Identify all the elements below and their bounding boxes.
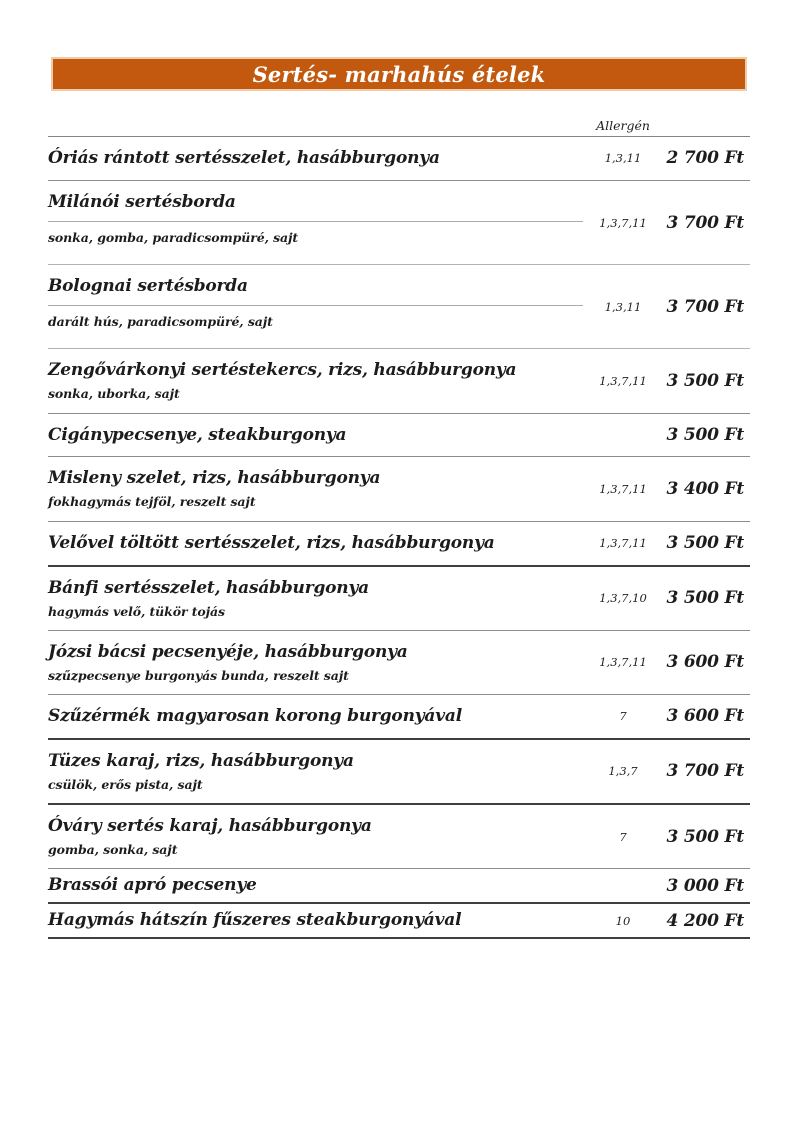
dish-price: 3 500 Ft — [666, 370, 744, 391]
dish-name: Milánói sertésborda — [48, 191, 583, 222]
dish-cell — [48, 414, 583, 457]
dish-price: 3 500 Ft — [666, 424, 744, 445]
dish-price: 3 700 Ft — [666, 212, 744, 233]
dish-description: csülök, erős pista, sajt — [48, 776, 203, 792]
dish-cell — [48, 567, 583, 630]
menu-item-row — [48, 904, 750, 939]
dish-cell — [48, 631, 583, 694]
menu-item-row — [48, 567, 750, 631]
allergen-numbers: 1,3,7,11 — [599, 655, 647, 670]
dish-name: Óriás rántott sertésszelet, hasábburgonya — [48, 148, 440, 168]
dish-cell — [48, 457, 583, 520]
dish-name: Bolognai sertésborda — [48, 275, 583, 306]
dish-price: 3 500 Ft — [666, 533, 744, 554]
menu-table — [48, 110, 750, 939]
dish-name: Velővel töltött sertésszelet, rizs, hasábburgonya — [48, 532, 495, 553]
dish-cell — [48, 904, 583, 937]
dish-price: 3 000 Ft — [666, 875, 744, 896]
dish-name: Józsi bácsi pecsenyéje, hasábburgonya — [48, 641, 408, 662]
menu-item-row — [48, 805, 750, 869]
menu-item-row — [48, 137, 750, 181]
dish-name: Bánfi sertésszelet, hasábburgonya — [48, 577, 369, 598]
menu-item-row — [48, 181, 750, 265]
menu-item-row — [48, 457, 750, 521]
dish-price: 3 700 Ft — [666, 761, 744, 782]
dish-name: Misleny szelet, rizs, hasábburgonya — [48, 468, 381, 489]
allergen-numbers: 1,3,7,11 — [599, 215, 647, 230]
menu-item-row — [48, 414, 750, 458]
menu-item-row — [48, 631, 750, 695]
dish-name: Zengővárkonyi sertéstekercs, rizs, hasábburgonya — [48, 360, 517, 381]
menu-item-row — [48, 869, 750, 904]
dish-name: Szűzérmék magyarosan korong burgonyával — [48, 705, 462, 726]
table-header-row — [48, 110, 750, 137]
dish-name: Óváry sertés karaj, hasábburgonya — [48, 816, 372, 837]
dish-price: 3 600 Ft — [666, 652, 744, 673]
dish-name: Brassói apró pecsenye — [48, 875, 257, 896]
dish-description: sonka, uborka, sajt — [48, 386, 180, 402]
allergen-numbers: 1,3,7,11 — [599, 482, 647, 497]
allergen-numbers: 7 — [619, 709, 627, 724]
allergen-numbers: 1,3,11 — [604, 151, 642, 166]
dish-description: hagymás velő, tükör tojás — [48, 603, 225, 619]
dish-cell — [48, 522, 583, 565]
allergen-numbers: 1,3,7 — [608, 764, 638, 779]
dish-cell — [48, 695, 583, 738]
menu-item-row — [48, 695, 750, 740]
dish-cell — [48, 181, 583, 264]
allergen-numbers: 10 — [615, 913, 631, 928]
dish-price: 3 500 Ft — [666, 588, 744, 609]
menu-item-row — [48, 349, 750, 413]
dish-description: gomba, sonka, sajt — [48, 842, 178, 857]
dish-cell — [48, 137, 583, 180]
allergen-numbers: 1,3,7,11 — [599, 373, 647, 388]
dish-name: Cigánypecsenye, steakburgonya — [48, 424, 347, 445]
menu-item-row — [48, 265, 750, 349]
menu-rows — [48, 137, 750, 939]
dish-description: fokhagymás tejföl, reszelt sajt — [48, 494, 256, 510]
menu-item-row — [48, 740, 750, 805]
allergen-numbers: 1,3,11 — [604, 299, 642, 314]
dish-price: 3 600 Ft — [666, 706, 744, 727]
dish-name: Tüzes karaj, rizs, hasábburgonya — [48, 750, 354, 771]
dish-price: 3 700 Ft — [666, 296, 744, 317]
dish-description: szűzpecsenye burgonyás bunda, reszelt sajt — [48, 667, 349, 683]
menu-section-title: Sertés- marhahús ételek — [252, 61, 546, 87]
dish-name: Hagymás hátszín fűszeres steakburgonyával — [48, 910, 462, 931]
allergen-column-header: Allergén — [596, 118, 650, 133]
dish-cell — [48, 349, 583, 412]
dish-price: 3 500 Ft — [666, 826, 744, 847]
dish-price: 2 700 Ft — [666, 148, 744, 169]
allergen-numbers: 1,3,7,10 — [599, 591, 647, 606]
menu-item-row — [48, 522, 750, 567]
dish-price: 3 400 Ft — [666, 479, 744, 500]
menu-section-header-bar — [51, 57, 747, 91]
dish-description: darált hús, paradicsompüré, sajt — [48, 314, 273, 330]
dish-description: sonka, gomba, paradicsompüré, sajt — [48, 229, 299, 245]
dish-price: 4 200 Ft — [666, 910, 744, 931]
dish-column-header — [48, 116, 583, 136]
dish-cell — [48, 805, 583, 868]
allergen-numbers: 1,3,7,11 — [599, 536, 647, 551]
allergen-numbers: 7 — [619, 829, 627, 844]
dish-cell — [48, 869, 583, 902]
dish-cell — [48, 265, 583, 348]
dish-cell — [48, 740, 583, 803]
